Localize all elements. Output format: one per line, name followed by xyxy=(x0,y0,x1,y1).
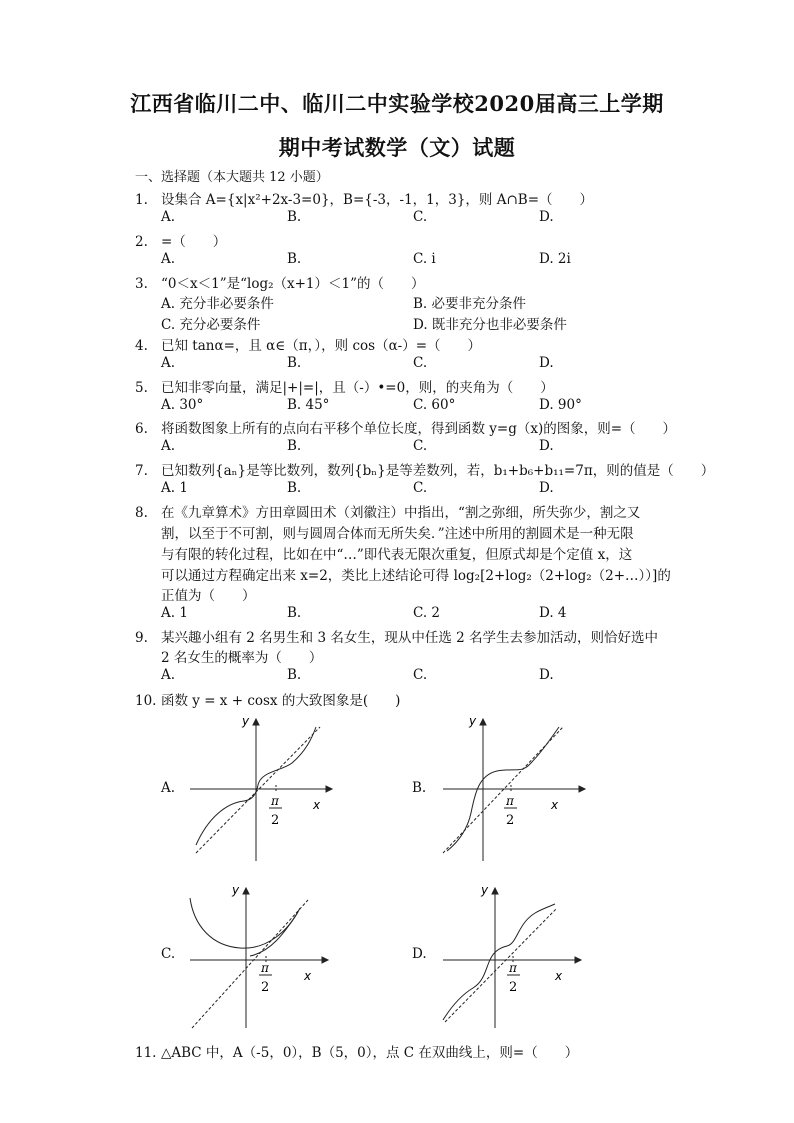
x-label: x xyxy=(555,969,563,983)
q10-option-a[interactable]: A. xyxy=(161,780,176,796)
curve xyxy=(443,904,555,1020)
question-5: 5. 已知非零向量，满足|+|=|，且（-）•=0，则，的夹角为（ ） xyxy=(135,380,554,396)
graph-a[interactable] xyxy=(180,713,340,868)
q9-option-c[interactable]: C. xyxy=(413,667,428,683)
q5-option-b[interactable]: B. 45° xyxy=(287,397,330,413)
q8-line-4: 可以通过方程确定出来 x=2，类比上述结论可得 log₂[2+log₂（2+log₂（2+…））]的 xyxy=(161,568,671,584)
q1-option-b[interactable]: B. xyxy=(287,209,302,225)
q7-option-a[interactable]: A. 1 xyxy=(161,480,188,496)
q6-option-b[interactable]: B. xyxy=(287,438,302,454)
q9-option-a[interactable]: A. xyxy=(161,667,176,683)
graph-d[interactable] xyxy=(433,882,593,1032)
q8-option-d[interactable]: D. 4 xyxy=(539,605,567,621)
pi-label: π xyxy=(506,794,514,808)
y-label: y xyxy=(232,883,240,897)
pi-label: π xyxy=(271,794,279,808)
q1-option-a[interactable]: A. xyxy=(161,209,176,225)
q7-option-d[interactable]: D. xyxy=(539,480,554,496)
x-label: x xyxy=(551,798,559,812)
q2-option-b[interactable]: B. xyxy=(287,251,302,267)
pi-label: π xyxy=(509,961,517,975)
title-line-2: 期中考试数学（文）试题 xyxy=(278,135,516,160)
question-1: 1. 设集合 A={x|x²+2x-3=0}，B={-3，-1，1，3}，则 A∩B=（ ） xyxy=(135,192,594,208)
question-2: 2. =（ ） xyxy=(135,234,227,250)
q8-line-2: 割，以至于不可割，则与圆周合体而无所失矣．”注述中所用的割圆术是一种无限 xyxy=(161,526,634,542)
question-8: 8. 在《九章算术》方田章圆田术（刘徽注）中指出，“割之弥细，所失弥少，割之又 xyxy=(135,505,641,521)
q4-option-a[interactable]: A. xyxy=(161,355,176,371)
x-label: x xyxy=(304,969,312,983)
q10-option-d[interactable]: D. xyxy=(412,946,427,962)
q9-option-d[interactable]: D. xyxy=(539,667,554,683)
pi-label: π xyxy=(261,961,269,975)
q9-line-2: 2 名女生的概率为（ ） xyxy=(161,650,323,666)
question-4: 4. 已知 tanα=，且 α∈（π，），则 cos（α-）=（ ） xyxy=(135,338,482,354)
graph-b[interactable] xyxy=(433,713,593,868)
q2-option-c[interactable]: C. i xyxy=(413,251,436,267)
q2-option-a[interactable]: A. xyxy=(161,251,176,267)
q8-line-3: 与有限的转化过程，比如在中“…”即代表无限次重复，但原式却是个定值 x，这 xyxy=(161,547,633,563)
dashed-line-y-equals-x xyxy=(196,727,320,853)
q3-option-b[interactable]: B. 必要非充分条件 xyxy=(413,296,527,312)
q4-option-c[interactable]: C. xyxy=(413,355,428,371)
y-label: y xyxy=(469,714,477,728)
q7-option-b[interactable]: B. xyxy=(287,480,302,496)
q1-option-d[interactable]: D. xyxy=(539,209,554,225)
graph-c[interactable] xyxy=(180,882,340,1032)
two-label: 2 xyxy=(271,813,280,828)
q5-option-c[interactable]: C. 60° xyxy=(413,397,456,413)
question-10: 10. 函数 y = x + cosx 的大致图象是( ) xyxy=(135,693,401,709)
y-label: y xyxy=(242,714,250,728)
question-3: 3. “0＜x＜1”是“log₂（x+1）＜1”的（ ） xyxy=(135,276,425,292)
q5-option-a[interactable]: A. 30° xyxy=(161,397,204,413)
question-6: 6. 将函数图象上所有的点向右平移个单位长度，得到函数 y=g（x)的图象，则=（ ） xyxy=(135,421,677,437)
question-7: 7. 已知数列{aₙ}是等比数列，数列{bₙ}是等差数列，若，b₁+b₆+b₁₁=7π，则的值是（ ） xyxy=(135,463,715,479)
x-label: x xyxy=(313,798,321,812)
section-heading: 一、选择题（本大题共 12 小题） xyxy=(135,170,329,185)
q10-option-c[interactable]: C. xyxy=(161,946,176,962)
q6-option-c[interactable]: C. xyxy=(413,438,428,454)
q7-option-c[interactable]: C. xyxy=(413,480,428,496)
two-label: 2 xyxy=(261,980,270,995)
q5-option-d[interactable]: D. 90° xyxy=(539,397,582,413)
q9-option-b[interactable]: B. xyxy=(287,667,302,683)
q2-option-d[interactable]: D. 2i xyxy=(539,251,571,267)
question-9: 9. 某兴趣小组有 2 名男生和 3 名女生，现从中任选 2 名学生去参加活动，则恰好选中 xyxy=(135,630,659,646)
two-label: 2 xyxy=(509,980,518,995)
q3-option-c[interactable]: C. 充分必要条件 xyxy=(161,317,261,333)
q4-option-b[interactable]: B. xyxy=(287,355,302,371)
q10-option-b[interactable]: B. xyxy=(412,780,427,796)
q6-option-d[interactable]: D. xyxy=(539,438,554,454)
q1-option-c[interactable]: C. xyxy=(413,209,428,225)
curve xyxy=(190,898,300,948)
two-label: 2 xyxy=(506,813,515,828)
q4-option-d[interactable]: D. xyxy=(539,355,554,371)
question-11: 11. △ABC 中，A（-5，0），B（5，0），点 C 在双曲线上，则=（ ） xyxy=(135,1045,579,1061)
q8-option-a[interactable]: A. 1 xyxy=(161,605,188,621)
q6-option-a[interactable]: A. xyxy=(161,438,176,454)
q8-line-5: 正值为（ ） xyxy=(161,588,256,604)
q3-option-d[interactable]: D. 既非充分也非必要条件 xyxy=(413,317,567,333)
y-label: y xyxy=(481,883,489,897)
q8-option-b[interactable]: B. xyxy=(287,605,302,621)
title-line-1: 江西省临川二中、临川二中实验学校2020届高三上学期 xyxy=(130,91,664,116)
q3-option-a[interactable]: A. 充分非必要条件 xyxy=(161,296,274,312)
q8-option-c[interactable]: C. 2 xyxy=(413,605,441,621)
